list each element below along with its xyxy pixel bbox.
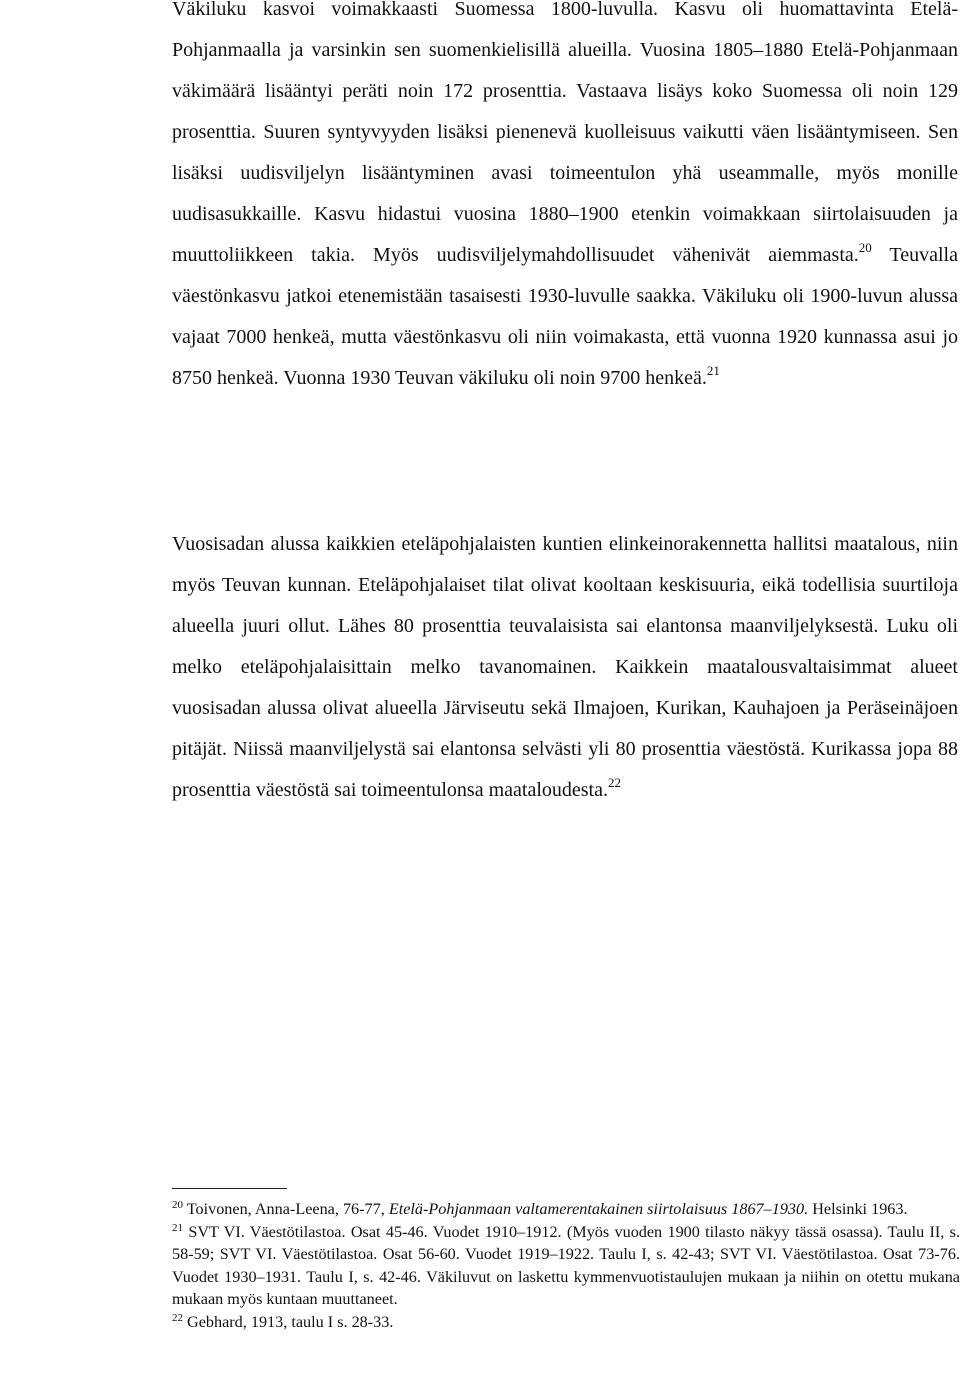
footnotes-section [172, 1198, 960, 1333]
footnote-item [172, 1198, 960, 1221]
body-paragraph-population [172, 0, 958, 399]
footnote-item [172, 1311, 960, 1334]
footnote-number: 21 [172, 1221, 183, 1234]
paragraph-text: Teuvalla väestönkasvu jatkoi etenemistään tasaisesti 1930-luvulle saakka. Väkiluku oli 1900-luvun alussa vajaat 7000 henkeä, mutta väestönkasvu oli niin voimakasta, että vuonna 1920 kunnassa asui jo 8750 henkeä. Vuonna 1930 Teuvan väkiluku oli noin 9700 henkeä. [172, 244, 958, 389]
paragraph-text: Vuosisadan alussa kaikkien eteläpohjalaisten kuntien elinkeinorakennetta hallitsi maatalous, niin myös Teuvan kunnan. Eteläpohjalaiset tilat olivat kooltaan keskisuuria, eikä todellisia suurtiloja alueella juuri ollut. Lähes 80 prosenttia teuvalaisista sai elantonsa maanviljelyksestä. Luku oli melko eteläpohjalaisittain melko tavanomainen. Kaikkein maatalousvaltaisimmat alueet vuosisadan alussa olivat alueella Järviseutu sekä Ilmajoen, Kurikan, Kauhajoen ja Peräseinäjoen pitäjät. Niissä maanviljelystä sai elantonsa selvästi yli 80 prosenttia väestöstä. Kurikassa jopa 88 prosenttia väestöstä sai toimeentulonsa maataloudesta. [172, 533, 958, 801]
footnote-number: 22 [172, 1311, 183, 1324]
footnote-reference[interactable]: 21 [706, 363, 720, 378]
body-paragraph-agriculture [172, 524, 958, 811]
footnote-item [172, 1221, 960, 1311]
footnote-reference[interactable]: 22 [608, 775, 621, 790]
footnote-text: Helsinki 1963. [808, 1200, 908, 1218]
footnote-separator [172, 1188, 287, 1189]
footnote-text: SVT VI. Väestötilastoa. Osat 45-46. Vuodet 1910–1912. (Myös vuoden 1900 tilasto näkyy tässä osassa). Taulu II, s. 58-59; SVT VI. Väestötilastoa. Osat 56-60. Vuodet 1919–1922. Taulu I, s. 42-43; SVT VI. Väestötilastoa. Osat 73-76. Vuodet 1930–1931. Taulu I, s. 42-46. Väkiluvut on laskettu kymmenvuotistaulujen mukaan ja niihin on otettu mukana mukaan myös kuntaan muuttaneet. [172, 1222, 960, 1308]
paragraph-text: Väkiluku kasvoi voimakkaasti Suomessa 1800-luvulla. Kasvu oli huomattavinta Etelä-Pohjanmaalla ja varsinkin sen suomenkielisillä alueilla. Vuosina 1805–1880 Etelä-Pohjanmaan väkimäärä lisääntyi peräti noin 172 prosenttia. Vastaava lisäys koko Suomessa oli noin 129 prosenttia. Suuren syntyvyyden lisäksi pienenevä kuolleisuus vaikutti väen lisääntymiseen. Sen lisäksi uudisviljelyn lisääntyminen avasi toimeentulon yhä useammalle, myös monille uudisasukkaille. Kasvu hidastui vuosina 1880–1900 etenkin voimakkaan siirtolaisuuden ja muuttoliikkeen takia. Myös uudisviljelymahdollisuudet vähenivät aiemmasta. [172, 0, 958, 266]
footnote-number: 20 [172, 1199, 183, 1211]
footnote-text: Gebhard, 1913, taulu I s. 28-33. [183, 1312, 394, 1331]
footnote-reference[interactable]: 20 [858, 240, 872, 255]
footnote-book-title: Etelä-Pohjanmaan valtamerentakainen siirtolaisuus 1867–1930. [388, 1200, 809, 1218]
footnote-text: Toivonen, Anna-Leena, 76-77, [183, 1200, 389, 1218]
